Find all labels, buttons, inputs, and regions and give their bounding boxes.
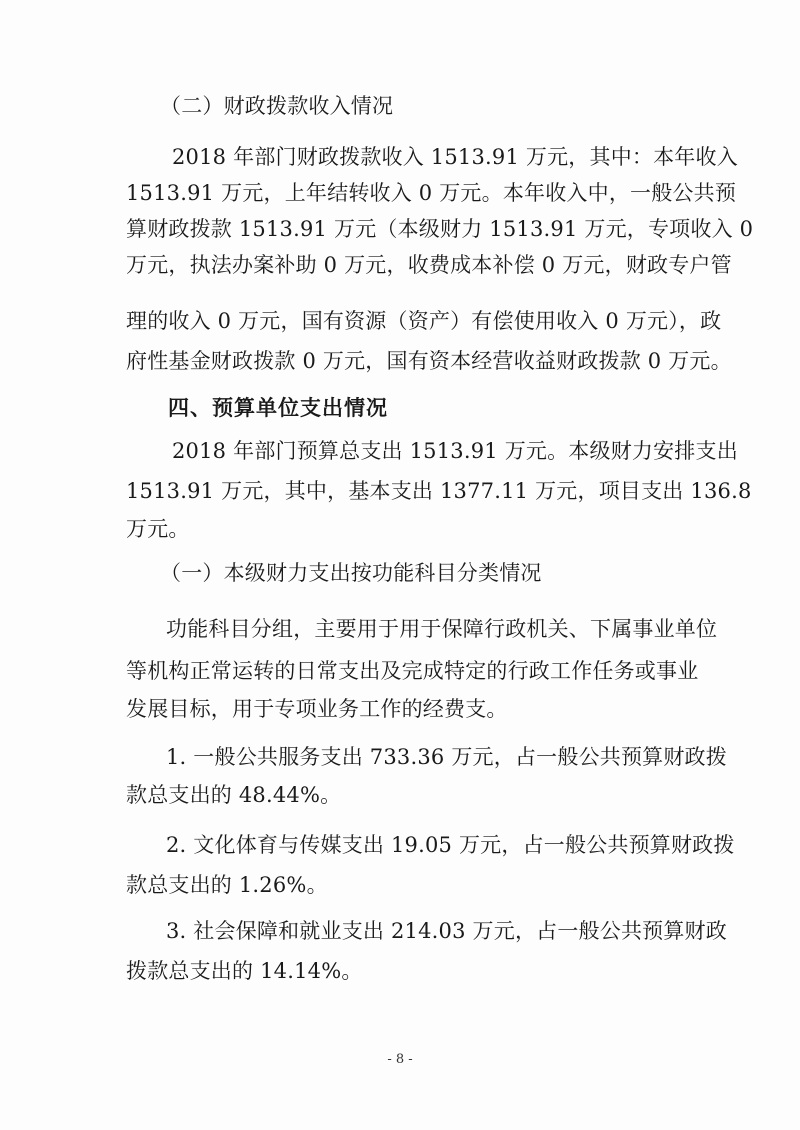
paragraph-line: 等机构正常运转的日常支出及完成特定的行政工作任务或事业 [126, 659, 699, 683]
paragraph-line: 理的收入 0 万元，国有资源（资产）有偿使用收入 0 万元），政 [126, 309, 722, 333]
page-number: - 8 - [387, 1052, 413, 1067]
list-item-line: 1. 一般公共服务支出 733.36 万元，占一般公共预算财政拨 [166, 745, 727, 769]
paragraph-line: 1513.91 万元，其中，基本支出 1377.11 万元，项目支出 136.8 [126, 479, 752, 503]
paragraph-line: 万元。 [126, 517, 190, 541]
list-item-line: 款总支出的 1.26%。 [126, 873, 328, 897]
paragraph-line: 算财政拨款 1513.91 万元（本级财力 1513.91 万元，专项收入 0 [126, 217, 754, 241]
subheading-fiscal-appropriation-income: （二）财政拨款收入情况 [160, 94, 394, 118]
paragraph-line: 发展目标，用于专项业务工作的经费支。 [126, 697, 508, 721]
paragraph-line: 功能科目分组，主要用于用于保障行政机关、下属事业单位 [166, 617, 718, 641]
paragraph-line: 府性基金财政拨款 0 万元，国有资本经营收益财政拨款 0 万元。 [126, 349, 732, 373]
subheading-functional-classification: （一）本级财力支出按功能科目分类情况 [160, 561, 542, 585]
paragraph-line: 2018 年部门预算总支出 1513.91 万元。本级财力安排支出 [172, 439, 738, 463]
paragraph-line: 万元，执法办案补助 0 万元，收费成本补偿 0 万元，财政专户管 [126, 253, 732, 277]
list-item-line: 3. 社会保障和就业支出 214.03 万元，占一般公共预算财政 [166, 919, 727, 943]
list-item-line: 拨款总支出的 14.14%。 [126, 959, 363, 983]
paragraph-line: 1513.91 万元，上年结转收入 0 万元。本年收入中，一般公共预 [126, 181, 737, 205]
paragraph-line: 2018 年部门财政拨款收入 1513.91 万元，其中：本年收入 [172, 145, 738, 169]
list-item-line: 2. 文化体育与传媒支出 19.05 万元，占一般公共预算财政拨 [166, 833, 735, 857]
section-heading-budget-expenditure: 四、预算单位支出情况 [168, 396, 388, 420]
list-item-line: 款总支出的 48.44%。 [126, 783, 342, 807]
